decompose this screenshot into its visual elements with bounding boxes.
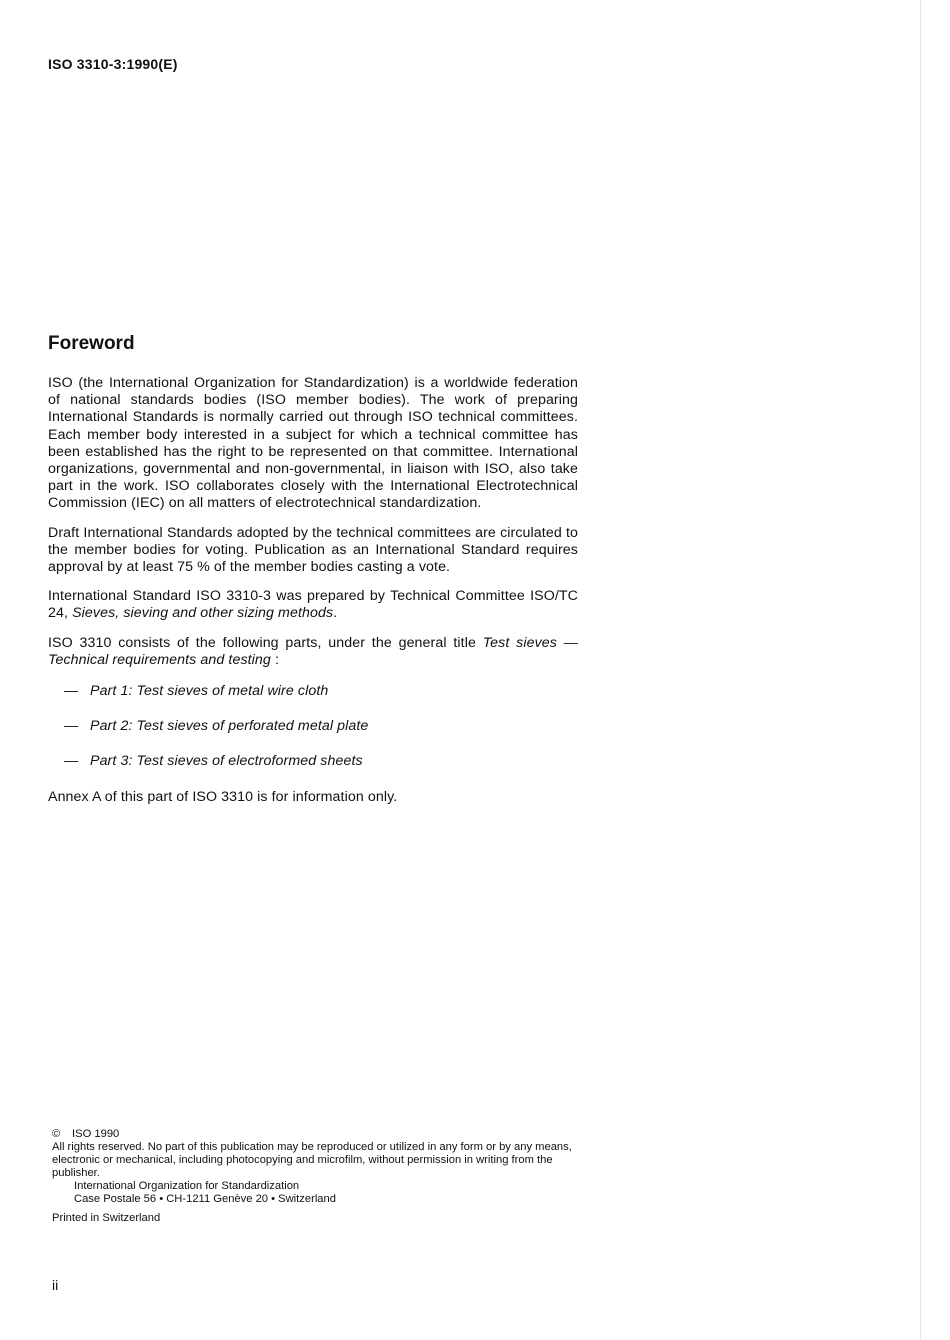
copyright-text: ISO 1990 (72, 1128, 120, 1140)
part-title: Test sieves of electroformed sheets (136, 753, 363, 770)
paragraph-iso-intro: ISO (the International Organization for Standardization) is a worldwide federation of national standards bodies (ISO member bodies). The work of preparing International Standards is normally carried out through ISO technical committees. Each member body interested in a subject for which a technical committee has been established has the right to be represented on that committee. International organizations, governmental and non-governmental, in liaison with ISO, also take part in the work. ISO collaborates closely with the International Electrotechnical Commission (IEC) on all matters of electrotechnical standardization. (48, 375, 578, 512)
page-edge-line (920, 0, 921, 1340)
organization-name: International Organization for Standardization (74, 1180, 300, 1192)
part-title: Test sieves of perforated metal plate (136, 718, 369, 735)
part-label: Part 3 (90, 753, 129, 770)
part-label: Part 1 (90, 683, 129, 700)
paragraph-prepared-by (48, 588, 578, 622)
parts-intro-end: : (270, 651, 280, 668)
copyright-block (52, 1128, 584, 1225)
document-id: ISO 3310-3:1990(E) (48, 56, 178, 72)
list-item: — Part 3: Test sieves of electroformed sheets (64, 753, 363, 770)
dash: — (64, 683, 79, 700)
paragraph-parts-intro (48, 635, 578, 669)
prepared-by-text: International Standard ISO 3310-3 was prepared by Technical Committee ISO/TC 24, (48, 588, 578, 622)
prepared-by-end: . (333, 605, 338, 622)
annex-note: Annex A of this part of ISO 3310 is for information only. (48, 788, 398, 805)
copyright-symbol: © (52, 1128, 61, 1140)
copyright-line (52, 1128, 584, 1141)
committee-title: Sieves, sieving and other sizing methods (72, 605, 334, 622)
general-title: Test sieves — Technical requirements and testing (48, 634, 578, 668)
part-label: Part 2 (90, 718, 129, 735)
list-item: — Part 2: Test sieves of perforated metal plate (64, 718, 369, 735)
parts-list (48, 683, 578, 771)
printed-in: Printed in Switzerland (52, 1212, 161, 1224)
part-title: Test sieves of metal wire cloth (136, 683, 329, 700)
dash: — (64, 718, 79, 735)
postal-address: Case Postale 56 • CH-1211 Genève 20 • Switzerland (74, 1193, 336, 1205)
parts-intro-text: ISO 3310 consists of the following parts, under the general title (48, 634, 483, 651)
foreword-body (48, 375, 578, 818)
foreword-heading: Foreword (48, 333, 135, 354)
list-item: — Part 1: Test sieves of metal wire cloth (64, 683, 329, 700)
dash: — (64, 753, 79, 770)
rights-notice: All rights reserved. No part of this publication may be reproduced or utilized in any form or by any means, electronic or mechanical, including photocopying and microfilm, without permission in writing from the publisher. (52, 1141, 572, 1179)
page-number: ii (52, 1277, 59, 1293)
paragraph-draft-standards: Draft International Standards adopted by the technical committees are circulated to the member bodies for voting. Publication as an International Standard requires approval by at least 75 % of the member bodies casting a vote. (48, 524, 578, 576)
